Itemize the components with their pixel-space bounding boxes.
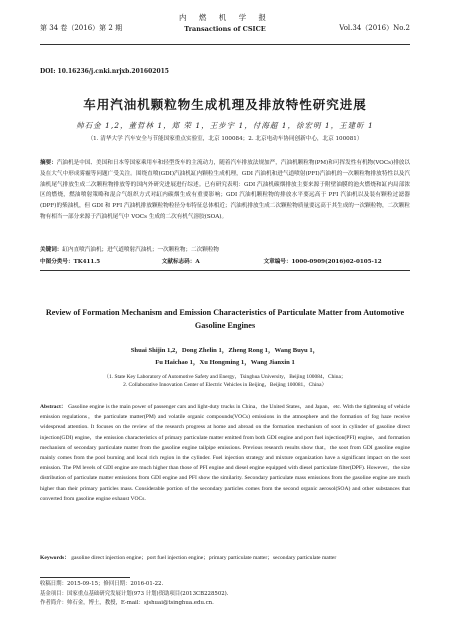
footnote-fund: 基金项目：国家重点基础研究发展计划(973 计划)资助项目(2013CB228502). bbox=[40, 590, 229, 597]
abstract-cn bbox=[40, 158, 410, 223]
keywords-en-label: Keywords： bbox=[40, 555, 70, 561]
title-en: Review of Formation Mechanism and Emission Characteristics of Particulate Matter from Automotive Gasoline Engines bbox=[45, 308, 405, 330]
authors-cn: 帅石金 1,2，董哲林 1，郑 荣 1，王步宇 1，付海超 1，徐宏明 1，王建昕 1 bbox=[76, 121, 374, 130]
keywords-cn bbox=[40, 245, 410, 253]
abstract-en-text: Gasoline engine is the main power of passenger cars and light-duty trucks in China，the United States，and Japan，etc. With the tightening of vehicle emission regulations，the particulate matter(PM) and volatile organic compounds(VOCs) emissions in the atmosphere and the formation of fog haze receive widespread attention. It focuses on the review of the research progress at home and abroad on the formation mechanism of soot in cylinder of gasoline direct injection(GDI) engine，the emission characteristics of primary particulate matter emitted from both GDI engine and port fuel injection(PFI) engine，and formation mechanism of secondary particulate matter from the gasoline engine tailpipe emissions. Previous research results show that，the soot from GDI gasoline engine mainly comes from the pool burning and local rich region in the cylinder. Fuel injection strategy and mixture organization have a significant impact on the soot emission. The PM levels of GDI engine are much higher than those of PFI engine and diesel engine equipped with diesel particulate filter(DPF). However，the size distribution of particulate matter emissions from GDI engine and PFI show the similarity. Secondary particulate mass emissions from the gasoline engine are much higher than their primary particles mass. Considerable portion of the secondary particles comes from the second organic aerosol(SOA) and other substances that converted from gasoline engine exhaust VOCs. bbox=[40, 404, 410, 502]
footnote-rule bbox=[40, 577, 130, 578]
abstract-en-label: Abstract： bbox=[40, 404, 67, 410]
article-number: 文章编号：1000-0909(2016)02-0105-12 bbox=[263, 259, 382, 265]
running-header bbox=[40, 12, 410, 40]
affiliation-en bbox=[40, 373, 410, 389]
abstract-en bbox=[40, 402, 410, 504]
header-journal-cn: 内 燃 机 学 报 bbox=[178, 13, 272, 22]
header-journal-en: Transactions of CSICE bbox=[184, 25, 266, 33]
footnote-received: 收稿日期：2015-09-15；修回日期：2016-01-22. bbox=[40, 581, 164, 587]
authors-en-line1: Shuai Shijin 1,2，Dong Zhelin 1，Zheng Rong 1，Wang Buyu 1， bbox=[130, 347, 320, 354]
keywords-cn-label: 关键词： bbox=[40, 247, 63, 253]
keywords-en-text: gasoline direct injection engine；port fuel injection engine；primary particulate matter；secondary particulate matter bbox=[71, 555, 337, 561]
title-cn: 车用汽油机颗粒物生成机理及排放特性研究进展 bbox=[83, 97, 367, 112]
affiliation-en-1: （1. State Key Laboratory of Automotive Safety and Energy，Tsinghua University，Beijing 100084，China； bbox=[103, 374, 347, 380]
footnote-author: 作者简介：帅石金，博士，教授，E-mail：sjshuai@tsinghua.edu.cn. bbox=[40, 600, 214, 607]
authors-en-line2: Fu Haichao 1，Xu Hongming 1，Wang Jianxin 1 bbox=[155, 359, 295, 366]
footnote bbox=[40, 580, 410, 609]
authors-en bbox=[60, 345, 390, 369]
doi: DOI: 10.16236/j.cnki.nrjxb.201602015 bbox=[40, 68, 169, 75]
clc-number: 中图分类号：TK411.5 bbox=[40, 259, 101, 265]
section-divider bbox=[40, 270, 410, 271]
keywords-en bbox=[40, 553, 410, 563]
header-volume-en: Vol.34（2016）No.2 bbox=[339, 24, 410, 32]
header-rule bbox=[40, 44, 410, 45]
classification-line bbox=[40, 257, 410, 265]
document-code: 文献标志码：A bbox=[161, 259, 200, 265]
abstract-cn-label: 摘要： bbox=[40, 160, 57, 166]
affiliation-cn: （1. 清华大学 汽车安全与节能国家重点实验室，北京 100084；2. 北京电动车协同创新中心，北京 100081） bbox=[87, 136, 363, 142]
keywords-cn-text: 缸内直喷汽油机；进气道喷射汽油机；一次颗粒物；二次颗粒物 bbox=[62, 247, 220, 253]
abstract-cn-text: 汽油机是中国、美国和日本等国家乘用车和轻型货车的主流动力，随着汽车排放法规加严，汽油机颗粒物(PM)和可挥发性有机物(VOCs)排放以及在大气中形成雾霾等问题广受关注。围绕直喷(GDI)汽油机缸内颗粒生成机理，GDI 汽油机和进气道喷射(PFI)汽油机的一次颗粒物排放特性以及汽油机尾气排放生成二次颗粒物排放等的国内外研究进展进行综述。已有研究表明：GDI 汽油机碳烟排放主要来源于附壁油膜的池火燃烧和缸内局部浓区的燃烧，燃油喷射策略和混合气组织方式对缸内碳烟生成有重要影响；GDI 汽油机颗粒物的排放水平要远高于 PFI 汽油机以及装有颗粒过滤器(DPF)的柴油机，但 GDI 和 PFI 汽油机排放颗粒物粒径分布特征总体相近；汽油机排放生成二次颗粒物质量要远高于其生成的一次颗粒物，二次颗粒物有相当一部分来源于汽油机尾气中 VOCs 生成的二次有机气溶胶(SOA)。 bbox=[40, 160, 410, 220]
header-volume-cn: 第 34 卷（2016）第 2 期 bbox=[40, 24, 123, 32]
affiliation-en-2: 2. Collaborative Innovation Center of Electric Vehicles in Beijing，Beijing 100081，China） bbox=[123, 382, 327, 388]
